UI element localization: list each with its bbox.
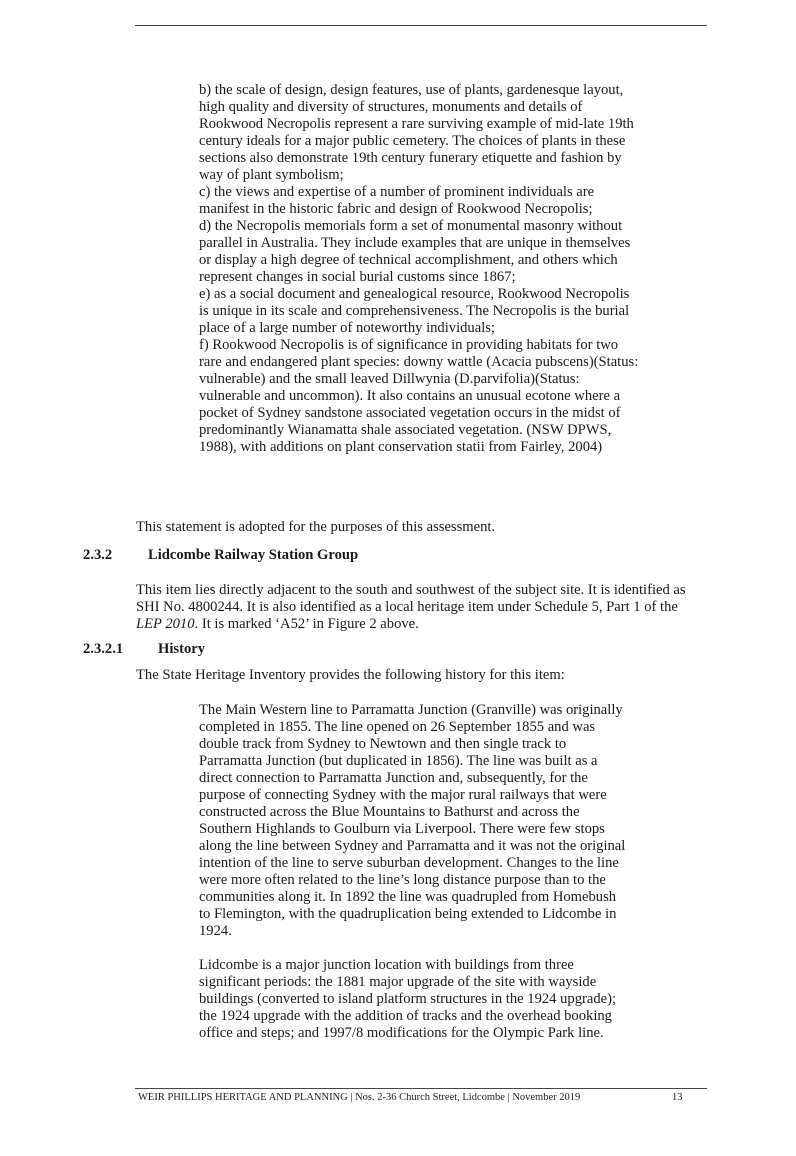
subsection-number: 2.3.2.1: [83, 641, 124, 657]
history-intro-text: The State Heritage Inventory provides the following history for this item:: [136, 667, 565, 683]
criterion-b: b) the scale of design, design features, use of plants, gardenesque layout, high quality and diversity of structures, monuments and details of Rookwood Necropolis represent a rare surviving example of mid-late 19th century ideals for a major public cemetery. The choices of plants in these sections also demonstrate 19th century funerary etiquette and fashion by way of plant symbolism;: [199, 82, 634, 183]
criterion-c: c) the views and expertise of a number of prominent individuals are manifest in the historic fabric and design of Rookwood Necropolis;: [199, 184, 595, 217]
paragraph-text-end: . It is marked ‘A52’ in Figure 2 above.: [194, 616, 419, 632]
criterion-d: d) the Necropolis memorials form a set of monumental masonry without parallel in Australia. They include examples that are unique in themselves or display a high degree of technical accomplishment, and others which represent changes in social burial customs since 1867;: [199, 218, 631, 285]
history-paragraph-2: Lidcombe is a major junction location with buildings from three significant periods: the 1881 major upgrade of the site with wayside buildings (converted to island platform structures in the 1924 upgrade); the 1924 upgrade with the addition of tracks and the overhead booking office and steps; and 1997/8 modifications for the Olympic Park line.: [199, 957, 617, 1041]
significance-criteria-quote: [199, 82, 639, 456]
paragraph-text: This item lies directly adjacent to the south and southwest of the subject site. It is identified as SHI No. 4800244. It is also identified as a local heritage item under Schedule 5, Part 1 of the: [136, 582, 686, 615]
lep-reference: LEP 2010: [136, 616, 195, 632]
statement-adopted-text: This statement is adopted for the purposes of this assessment.: [136, 519, 496, 535]
criterion-e: e) as a social document and genealogical resource, Rookwood Necropolis is unique in its scale and comprehensiveness. The Necropolis is the burial place of a large number of noteworthy individuals;: [199, 286, 630, 336]
page-footer: [138, 1091, 698, 1104]
history-quote: [199, 702, 627, 1042]
criterion-f: f) Rookwood Necropolis is of significance in providing habitats for two rare and endangered plant species: downy wattle (Acacia pubscens)(Status: vulnerable) and the small leaved Dillwynia (D.parvifolia)(Status: vulnerable and uncommon). It also contains an unusual ecotone where a pocket of Sydney sandstone associated vegetation occurs in the midst of predominantly Wianamatta shale associated vegetation. (NSW DPWS, 1988), with additions on plant conservation statii from Fairley, 2004): [199, 337, 639, 455]
history-paragraph-1: The Main Western line to Parramatta Junction (Granville) was originally completed in 1855. The line opened on 26 September 1855 and was double track from Sydney to Newtown and then single track to Parramatta Junction (but duplicated in 1856). The line was built as a direct connection to Parramatta Junction and, subsequently, for the purpose of connecting Sydney with the major rural railways that were constructed across the Blue Mountains to Bathurst and across the Southern Highlands to Goulburn via Liverpool. There were few stops along the line between Sydney and Parramatta and it was not the original intention of the line to serve suburban development. Changes to the line were more often related to the line’s long distance purpose than to the communities along it. In 1892 the line was quadrupled from Homebush to Flemington, with the quadruplication being extended to Lidcombe in 1924.: [199, 702, 626, 939]
section-title: Lidcombe Railway Station Group: [148, 547, 359, 563]
section-heading-2-3-2-1: [83, 641, 205, 658]
section-heading-2-3-2: [83, 547, 358, 564]
page-number: 13: [672, 1092, 683, 1103]
footer-text: WEIR PHILLIPS HERITAGE AND PLANNING | Nos. 2-36 Church Street, Lidcombe | November 2019: [138, 1092, 581, 1103]
subsection-title: History: [158, 641, 206, 657]
header-rule: [135, 25, 707, 26]
section-number: 2.3.2: [83, 547, 113, 563]
section-2-3-2-paragraph: [136, 582, 706, 633]
footer-rule: [135, 1088, 707, 1089]
